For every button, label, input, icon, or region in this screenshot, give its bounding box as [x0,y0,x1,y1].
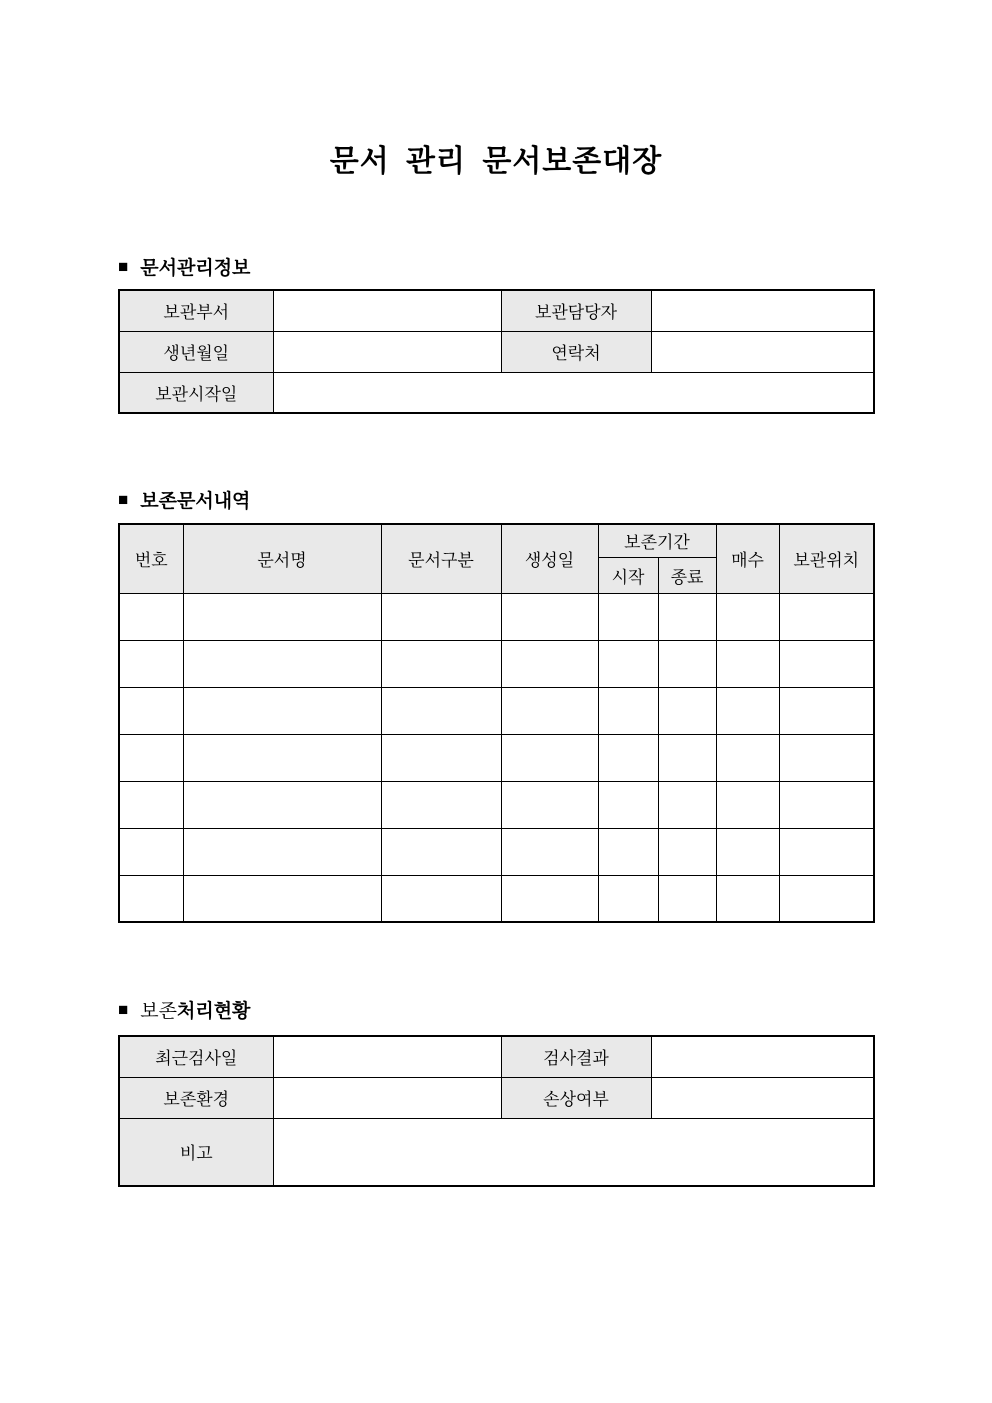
label-damage-status: 손상여부 [501,1077,651,1118]
doc-list-empty-cell[interactable] [658,593,716,640]
doc-list-empty-cell[interactable] [716,734,779,781]
value-damage-status[interactable] [651,1077,874,1118]
doc-list-empty-row [119,828,874,875]
value-inspection-result[interactable] [651,1036,874,1077]
doc-list-empty-cell[interactable] [598,593,658,640]
doc-list-empty-cell[interactable] [119,781,183,828]
doc-list-empty-cell[interactable] [381,640,501,687]
doc-list-empty-cell[interactable] [501,734,598,781]
doc-list-table [118,523,875,923]
col-header-period-end: 종료 [658,557,716,593]
doc-list-empty-cell[interactable] [598,734,658,781]
value-storage-manager[interactable] [651,290,874,331]
doc-list-empty-row [119,687,874,734]
table-header-row [119,524,874,557]
doc-list-empty-cell[interactable] [183,828,381,875]
doc-list-empty-cell[interactable] [658,828,716,875]
doc-list-empty-cell[interactable] [119,875,183,922]
value-storage-dept[interactable] [273,290,501,331]
doc-list-empty-row [119,875,874,922]
section-marker-icon: ■ [118,257,129,276]
doc-list-empty-cell[interactable] [658,687,716,734]
value-last-inspection-date[interactable] [273,1036,501,1077]
doc-list-empty-row [119,640,874,687]
section-heading-status-label-regular: 보존 [140,1001,177,1022]
doc-list-empty-cell[interactable] [381,875,501,922]
value-contact[interactable] [651,331,874,372]
doc-list-empty-cell[interactable] [183,640,381,687]
doc-list-empty-cell[interactable] [658,734,716,781]
doc-list-empty-cell[interactable] [779,828,874,875]
section-heading-status-label-bold: 처리현황 [177,1001,251,1022]
value-preservation-environment[interactable] [273,1077,501,1118]
doc-list-empty-cell[interactable] [183,687,381,734]
doc-list-empty-cell[interactable] [381,828,501,875]
doc-list-empty-cell[interactable] [779,640,874,687]
label-remarks: 비고 [119,1118,273,1186]
doc-list-empty-cell[interactable] [598,687,658,734]
document-title: 문서 관리 문서보존대장 [329,145,663,178]
label-last-inspection-date: 최근검사일 [119,1036,273,1077]
table-row [119,1036,874,1077]
doc-list-empty-cell[interactable] [183,593,381,640]
doc-list-empty-cell[interactable] [119,593,183,640]
doc-list-empty-cell[interactable] [119,640,183,687]
section-marker-icon: ■ [118,490,129,509]
col-header-pages: 매수 [716,524,779,593]
doc-list-empty-cell[interactable] [501,593,598,640]
doc-list-empty-cell[interactable] [598,640,658,687]
col-header-no: 번호 [119,524,183,593]
doc-list-empty-cell[interactable] [716,687,779,734]
doc-list-empty-cell[interactable] [658,875,716,922]
col-header-doc-type: 문서구분 [381,524,501,593]
doc-list-empty-cell[interactable] [381,781,501,828]
doc-list-empty-row [119,781,874,828]
value-remarks[interactable] [273,1118,874,1186]
section-heading-status [118,996,250,1023]
section-heading-doc-info-label: 문서관리정보 [140,258,251,279]
label-storage-manager: 보관담당자 [501,290,651,331]
col-header-created-date: 생성일 [501,524,598,593]
doc-list-empty-cell[interactable] [598,875,658,922]
doc-list-empty-cell[interactable] [119,734,183,781]
section-heading-doc-list-label: 보존문서내역 [140,491,251,512]
value-storage-start-date[interactable] [273,372,874,413]
section-heading-doc-info [118,253,250,280]
doc-list-empty-cell[interactable] [501,781,598,828]
doc-list-empty-cell[interactable] [381,687,501,734]
doc-list-empty-cell[interactable] [501,875,598,922]
doc-list-empty-cell[interactable] [381,734,501,781]
label-birth-date: 생년월일 [119,331,273,372]
doc-list-empty-cell[interactable] [183,781,381,828]
doc-info-table [118,289,875,414]
doc-list-empty-cell[interactable] [779,593,874,640]
doc-list-empty-cell[interactable] [183,734,381,781]
status-table [118,1035,875,1187]
doc-list-empty-cell[interactable] [716,875,779,922]
doc-list-empty-cell[interactable] [779,687,874,734]
doc-list-empty-cell[interactable] [183,875,381,922]
label-inspection-result: 검사결과 [501,1036,651,1077]
table-row [119,290,874,331]
col-header-storage-location: 보관위치 [779,524,874,593]
doc-list-empty-cell[interactable] [716,593,779,640]
doc-list-empty-cell[interactable] [501,828,598,875]
col-header-retention-period: 보존기간 [598,524,716,557]
doc-list-body [119,593,874,922]
doc-list-empty-row [119,734,874,781]
doc-list-empty-cell[interactable] [716,781,779,828]
col-header-doc-name: 문서명 [183,524,381,593]
doc-list-empty-cell[interactable] [598,828,658,875]
table-row [119,372,874,413]
doc-list-empty-cell[interactable] [119,828,183,875]
table-row [119,1118,874,1186]
label-preservation-environment: 보존환경 [119,1077,273,1118]
doc-list-empty-cell[interactable] [381,593,501,640]
doc-list-empty-cell[interactable] [716,828,779,875]
label-contact: 연락처 [501,331,651,372]
doc-list-empty-row [119,593,874,640]
table-row [119,1077,874,1118]
section-heading-doc-list [118,486,250,513]
doc-list-empty-cell[interactable] [658,640,716,687]
doc-list-empty-cell[interactable] [716,640,779,687]
doc-list-empty-cell[interactable] [779,781,874,828]
doc-list-empty-cell[interactable] [779,734,874,781]
table-row [119,331,874,372]
section-marker-icon: ■ [118,1000,129,1019]
label-storage-start-date: 보관시작일 [119,372,273,413]
doc-list-empty-cell[interactable] [501,687,598,734]
doc-list-empty-cell[interactable] [779,875,874,922]
doc-list-empty-cell[interactable] [119,687,183,734]
label-storage-dept: 보관부서 [119,290,273,331]
col-header-period-start: 시작 [598,557,658,593]
value-birth-date[interactable] [273,331,501,372]
doc-list-empty-cell[interactable] [598,781,658,828]
doc-list-empty-cell[interactable] [501,640,598,687]
doc-list-empty-cell[interactable] [658,781,716,828]
